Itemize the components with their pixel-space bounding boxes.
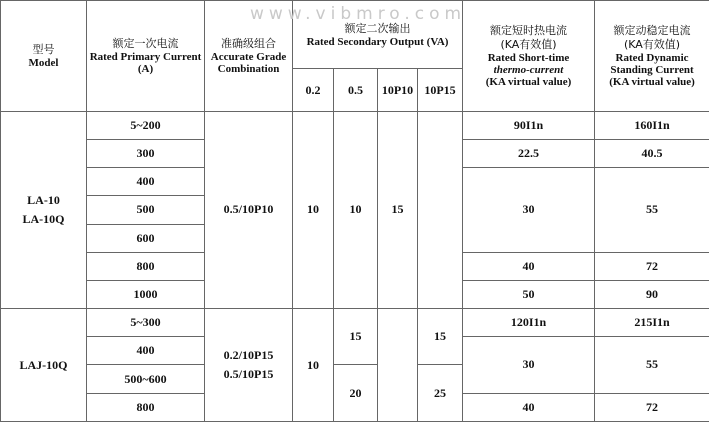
header-output-0.2: 0.2 [293, 69, 334, 111]
thermal-cell: 90I1n [463, 111, 595, 139]
dynamic-cell: 72 [595, 252, 709, 280]
thermal-cell: 30 [463, 168, 595, 253]
dynamic-cell: 215I1n [595, 309, 709, 337]
output-10p10-cell [378, 309, 418, 422]
output-0.5-cell: 10 [334, 111, 378, 308]
table-row [1, 309, 709, 337]
header-dynamic-current: 额定动稳定电流 (KA有效值) Rated Dynamic Standing Current (KA virtual value) [595, 1, 709, 112]
thermal-cell: 22.5 [463, 139, 595, 167]
header-output-10p10: 10P10 [378, 69, 418, 111]
output-10p15-cell [418, 111, 463, 308]
output-10p15-cell: 25 [418, 365, 463, 422]
grade-cell: 0.5/10P10 [205, 111, 293, 308]
primary-current-cell: 300 [87, 139, 205, 167]
primary-current-cell: 5~300 [87, 309, 205, 337]
thermal-cell: 30 [463, 337, 595, 393]
output-0.2-cell: 10 [293, 309, 334, 422]
header-rated-primary-current: 额定一次电流 Rated Primary Current (A) [87, 1, 205, 112]
header-accurate-grade: 准确级组合 Accurate Grade Combination [205, 1, 293, 112]
header-thermal-current: 额定短时热电流 (KA有效值) Rated Short-time thermo-current (KA virtual value) [463, 1, 595, 112]
output-0.5-cell: 15 [334, 309, 378, 365]
dynamic-cell: 72 [595, 393, 709, 421]
primary-current-cell: 800 [87, 393, 205, 421]
thermal-cell: 40 [463, 393, 595, 421]
primary-current-cell: 5~200 [87, 111, 205, 139]
dynamic-cell: 55 [595, 168, 709, 253]
grade-cell: 0.2/10P15 0.5/10P15 [205, 309, 293, 422]
watermark: www.vibmro.com [250, 4, 467, 24]
output-10p15-cell: 15 [418, 309, 463, 365]
primary-current-cell: 400 [87, 168, 205, 196]
table-row [1, 111, 709, 139]
primary-current-cell: 1000 [87, 280, 205, 308]
primary-current-cell: 500 [87, 196, 205, 224]
primary-current-cell: 400 [87, 337, 205, 365]
dynamic-cell: 160I1n [595, 111, 709, 139]
output-0.5-cell: 20 [334, 365, 378, 422]
thermal-cell: 40 [463, 252, 595, 280]
primary-current-cell: 500~600 [87, 365, 205, 393]
header-output-10p15: 10P15 [418, 69, 463, 111]
model-cell: LA-10 LA-10Q [1, 111, 87, 308]
dynamic-cell: 90 [595, 280, 709, 308]
primary-current-cell: 800 [87, 252, 205, 280]
thermal-cell: 50 [463, 280, 595, 308]
dynamic-cell: 55 [595, 337, 709, 393]
header-rated-secondary-output: 额定二次输出 Rated Secondary Output (VA) [293, 1, 463, 69]
header-model: 型号 Model [1, 1, 87, 112]
dynamic-cell: 40.5 [595, 139, 709, 167]
header-output-0.5: 0.5 [334, 69, 378, 111]
primary-current-cell: 600 [87, 224, 205, 252]
model-cell: LAJ-10Q [1, 309, 87, 422]
output-0.2-cell: 10 [293, 111, 334, 308]
thermal-cell: 120I1n [463, 309, 595, 337]
output-10p10-cell: 15 [378, 111, 418, 308]
